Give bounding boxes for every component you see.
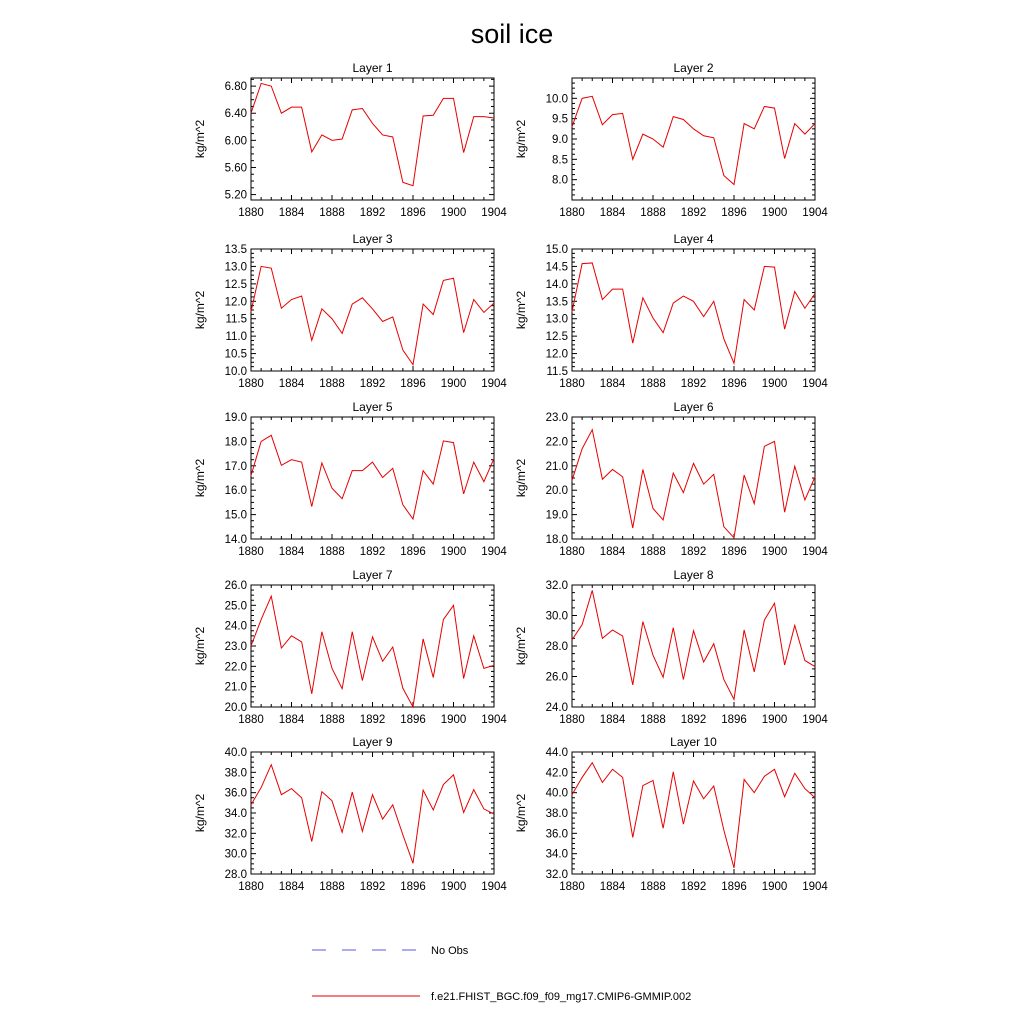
y-tick-label: 8.5 — [552, 154, 568, 167]
plot-frame — [251, 78, 494, 200]
y-axis-label: kg/m^2 — [514, 626, 528, 666]
x-tick-label: 1888 — [640, 378, 666, 390]
x-tick-label: 1892 — [359, 546, 386, 558]
panel-title: Layer 6 — [673, 400, 714, 414]
y-tick-label: 21.0 — [545, 460, 568, 473]
x-tick-label: 1888 — [319, 881, 345, 893]
y-tick-label: 26.0 — [224, 580, 247, 592]
plot-frame — [572, 752, 815, 874]
panel-title: Layer 8 — [673, 568, 714, 582]
x-tick-label: 1892 — [680, 378, 707, 390]
x-tick-label: 1904 — [481, 378, 507, 390]
y-tick-label: 12.0 — [224, 296, 247, 309]
x-tick-label: 1880 — [559, 714, 585, 726]
y-axis-label: kg/m^2 — [514, 458, 528, 498]
y-tick-label: 11.0 — [225, 331, 247, 344]
x-tick-label: 1888 — [640, 714, 666, 726]
panel-layer-3 — [193, 232, 507, 390]
panel-layer-2 — [514, 61, 828, 219]
y-tick-label: 38.0 — [545, 808, 568, 820]
plot-frame — [572, 78, 815, 200]
y-tick-label: 14.0 — [224, 534, 247, 546]
y-axis-label: kg/m^2 — [193, 626, 207, 666]
panel-title: Layer 4 — [673, 232, 714, 246]
y-tick-label: 24.0 — [224, 620, 247, 633]
y-tick-label: 23.0 — [545, 412, 568, 424]
y-tick-label: 18.0 — [545, 534, 568, 546]
x-tick-label: 1896 — [400, 714, 426, 726]
y-axis-label: kg/m^2 — [514, 793, 528, 833]
x-tick-label: 1892 — [359, 714, 386, 726]
y-tick-label: 6.40 — [224, 108, 247, 121]
panel-title: Layer 3 — [352, 232, 393, 246]
x-tick-label: 1904 — [802, 207, 828, 219]
y-tick-label: 22.0 — [545, 436, 568, 449]
panel-layer-6 — [514, 400, 828, 558]
x-tick-label: 1888 — [319, 207, 345, 219]
y-tick-label: 13.5 — [224, 244, 247, 256]
panel-layer-9 — [193, 735, 507, 893]
y-tick-label: 5.20 — [224, 189, 247, 202]
y-tick-label: 5.60 — [224, 162, 247, 175]
y-tick-label: 14.5 — [545, 261, 568, 274]
x-tick-label: 1888 — [319, 714, 345, 726]
x-tick-label: 1880 — [238, 881, 264, 893]
x-tick-label: 1888 — [319, 378, 345, 390]
x-tick-label: 1880 — [559, 378, 585, 390]
y-tick-label: 10.0 — [545, 93, 568, 106]
plot-frame — [572, 417, 815, 539]
x-tick-label: 1884 — [599, 207, 626, 219]
y-tick-label: 22.0 — [224, 661, 247, 674]
panel-layer-4 — [514, 232, 828, 390]
y-tick-label: 20.0 — [545, 485, 568, 498]
y-tick-label: 30.0 — [224, 848, 247, 861]
y-tick-label: 16.0 — [224, 485, 247, 498]
y-tick-label: 13.0 — [545, 313, 568, 326]
x-tick-label: 1900 — [440, 546, 467, 558]
panel-title: Layer 10 — [670, 735, 717, 749]
y-tick-label: 13.5 — [545, 296, 568, 309]
y-tick-label: 32.0 — [545, 580, 568, 592]
plot-frame — [251, 585, 494, 707]
x-tick-label: 1888 — [319, 546, 345, 558]
x-tick-label: 1892 — [359, 378, 386, 390]
y-tick-label: 14.0 — [545, 278, 568, 291]
y-tick-label: 42.0 — [545, 767, 568, 780]
x-tick-label: 1900 — [440, 378, 467, 390]
x-tick-label: 1892 — [680, 714, 707, 726]
y-axis-label: kg/m^2 — [193, 119, 207, 159]
x-tick-label: 1896 — [721, 881, 747, 893]
x-tick-label: 1900 — [761, 207, 788, 219]
y-tick-label: 38.0 — [224, 767, 247, 780]
x-tick-label: 1896 — [400, 546, 426, 558]
y-tick-label: 11.5 — [225, 313, 247, 326]
panel-title: Layer 9 — [352, 735, 393, 749]
y-tick-label: 44.0 — [545, 747, 568, 759]
series-line — [572, 263, 815, 363]
x-tick-label: 1900 — [440, 207, 467, 219]
legend-label-model: f.e21.FHIST_BGC.f09_f09_mg17.CMIP6-GMMIP.002 — [431, 991, 692, 1003]
series-line — [251, 83, 494, 185]
panel-layer-10 — [514, 735, 828, 893]
panel-layer-1 — [193, 61, 507, 219]
x-tick-label: 1892 — [680, 881, 707, 893]
y-tick-label: 20.0 — [224, 702, 247, 714]
y-tick-label: 28.0 — [224, 869, 247, 881]
y-tick-label: 32.0 — [545, 869, 568, 881]
x-tick-label: 1880 — [559, 546, 585, 558]
series-line — [251, 266, 494, 364]
series-line — [572, 96, 815, 184]
x-tick-label: 1904 — [802, 714, 828, 726]
plot-frame — [572, 585, 815, 707]
y-tick-label: 9.0 — [552, 134, 568, 146]
y-tick-label: 18.0 — [224, 436, 247, 449]
figure-title: soil ice — [470, 19, 554, 49]
x-tick-label: 1900 — [440, 714, 467, 726]
y-axis-label: kg/m^2 — [193, 793, 207, 833]
x-tick-label: 1904 — [481, 546, 507, 558]
y-tick-label: 15.0 — [224, 509, 247, 522]
y-tick-label: 17.0 — [224, 460, 247, 473]
y-tick-label: 13.0 — [224, 261, 247, 274]
x-tick-label: 1904 — [802, 881, 828, 893]
series-line — [251, 596, 494, 707]
panel-title: Layer 7 — [352, 568, 393, 582]
x-tick-label: 1896 — [721, 378, 747, 390]
y-tick-label: 26.0 — [545, 671, 568, 684]
series-line — [572, 430, 815, 538]
y-tick-label: 19.0 — [545, 509, 568, 522]
y-tick-label: 21.0 — [224, 681, 247, 694]
x-tick-label: 1904 — [481, 714, 507, 726]
x-tick-label: 1904 — [481, 207, 507, 219]
x-tick-label: 1884 — [278, 378, 305, 390]
x-tick-label: 1904 — [481, 881, 507, 893]
x-tick-label: 1884 — [278, 546, 305, 558]
x-tick-label: 1880 — [238, 546, 264, 558]
y-axis-label: kg/m^2 — [193, 290, 207, 330]
y-tick-label: 34.0 — [545, 848, 568, 861]
x-tick-label: 1884 — [278, 207, 305, 219]
x-tick-label: 1892 — [359, 881, 386, 893]
y-tick-label: 36.0 — [224, 787, 247, 800]
x-tick-label: 1880 — [238, 207, 264, 219]
y-tick-label: 6.80 — [224, 81, 247, 94]
plot-frame — [251, 752, 494, 874]
y-tick-label: 25.0 — [224, 600, 247, 613]
y-tick-label: 12.5 — [545, 331, 568, 344]
y-tick-label: 34.0 — [224, 808, 247, 820]
y-tick-label: 10.5 — [224, 348, 247, 361]
series-line — [572, 763, 815, 868]
x-tick-label: 1900 — [440, 881, 467, 893]
y-tick-label: 6.00 — [224, 135, 247, 148]
y-tick-label: 30.0 — [545, 610, 568, 623]
y-tick-label: 9.5 — [552, 113, 568, 126]
x-tick-label: 1880 — [238, 378, 264, 390]
y-tick-label: 12.0 — [545, 348, 568, 361]
x-tick-label: 1888 — [640, 881, 666, 893]
series-line — [251, 435, 494, 519]
x-tick-label: 1896 — [400, 207, 426, 219]
x-tick-label: 1892 — [680, 546, 707, 558]
panel-layer-7 — [193, 568, 507, 726]
y-tick-label: 32.0 — [224, 828, 247, 841]
x-tick-label: 1888 — [640, 546, 666, 558]
x-tick-label: 1892 — [359, 207, 386, 219]
y-tick-label: 36.0 — [545, 828, 568, 841]
y-axis-label: kg/m^2 — [514, 119, 528, 159]
y-tick-label: 28.0 — [545, 641, 568, 653]
y-tick-label: 40.0 — [545, 787, 568, 800]
y-tick-label: 23.0 — [224, 641, 247, 653]
legend — [312, 945, 691, 1003]
y-axis-label: kg/m^2 — [193, 458, 207, 498]
y-tick-label: 8.0 — [552, 174, 568, 187]
y-tick-label: 19.0 — [224, 412, 247, 424]
x-tick-label: 1900 — [761, 714, 788, 726]
panel-title: Layer 1 — [352, 61, 393, 75]
y-tick-label: 10.0 — [224, 366, 247, 378]
x-tick-label: 1884 — [599, 881, 626, 893]
x-tick-label: 1884 — [599, 714, 626, 726]
x-tick-label: 1896 — [721, 714, 747, 726]
plot-frame — [572, 249, 815, 371]
series-line — [251, 765, 494, 864]
panel-title: Layer 5 — [352, 400, 393, 414]
x-tick-label: 1896 — [400, 378, 426, 390]
x-tick-label: 1884 — [599, 378, 626, 390]
x-tick-label: 1896 — [721, 207, 747, 219]
x-tick-label: 1880 — [559, 207, 585, 219]
plot-frame — [251, 417, 494, 539]
x-tick-label: 1896 — [721, 546, 747, 558]
y-tick-label: 40.0 — [224, 747, 247, 759]
y-tick-label: 12.5 — [224, 278, 247, 291]
panel-layer-8 — [514, 568, 828, 726]
x-tick-label: 1900 — [761, 378, 788, 390]
panel-grid — [193, 61, 828, 893]
panel-title: Layer 2 — [673, 61, 714, 75]
panel-layer-5 — [193, 400, 507, 558]
x-tick-label: 1904 — [802, 546, 828, 558]
legend-label-no-obs: No Obs — [431, 945, 469, 957]
series-line — [572, 590, 815, 699]
x-tick-label: 1884 — [599, 546, 626, 558]
y-tick-label: 11.5 — [546, 366, 568, 378]
plot-frame — [251, 249, 494, 371]
x-tick-label: 1888 — [640, 207, 666, 219]
x-tick-label: 1884 — [278, 881, 305, 893]
y-axis-label: kg/m^2 — [514, 290, 528, 330]
x-tick-label: 1900 — [761, 546, 788, 558]
y-tick-label: 24.0 — [545, 702, 568, 714]
x-tick-label: 1904 — [802, 378, 828, 390]
x-tick-label: 1884 — [278, 714, 305, 726]
x-tick-label: 1892 — [680, 207, 707, 219]
x-tick-label: 1880 — [238, 714, 264, 726]
x-tick-label: 1900 — [761, 881, 788, 893]
x-tick-label: 1896 — [400, 881, 426, 893]
y-tick-label: 15.0 — [545, 244, 568, 256]
x-tick-label: 1880 — [559, 881, 585, 893]
